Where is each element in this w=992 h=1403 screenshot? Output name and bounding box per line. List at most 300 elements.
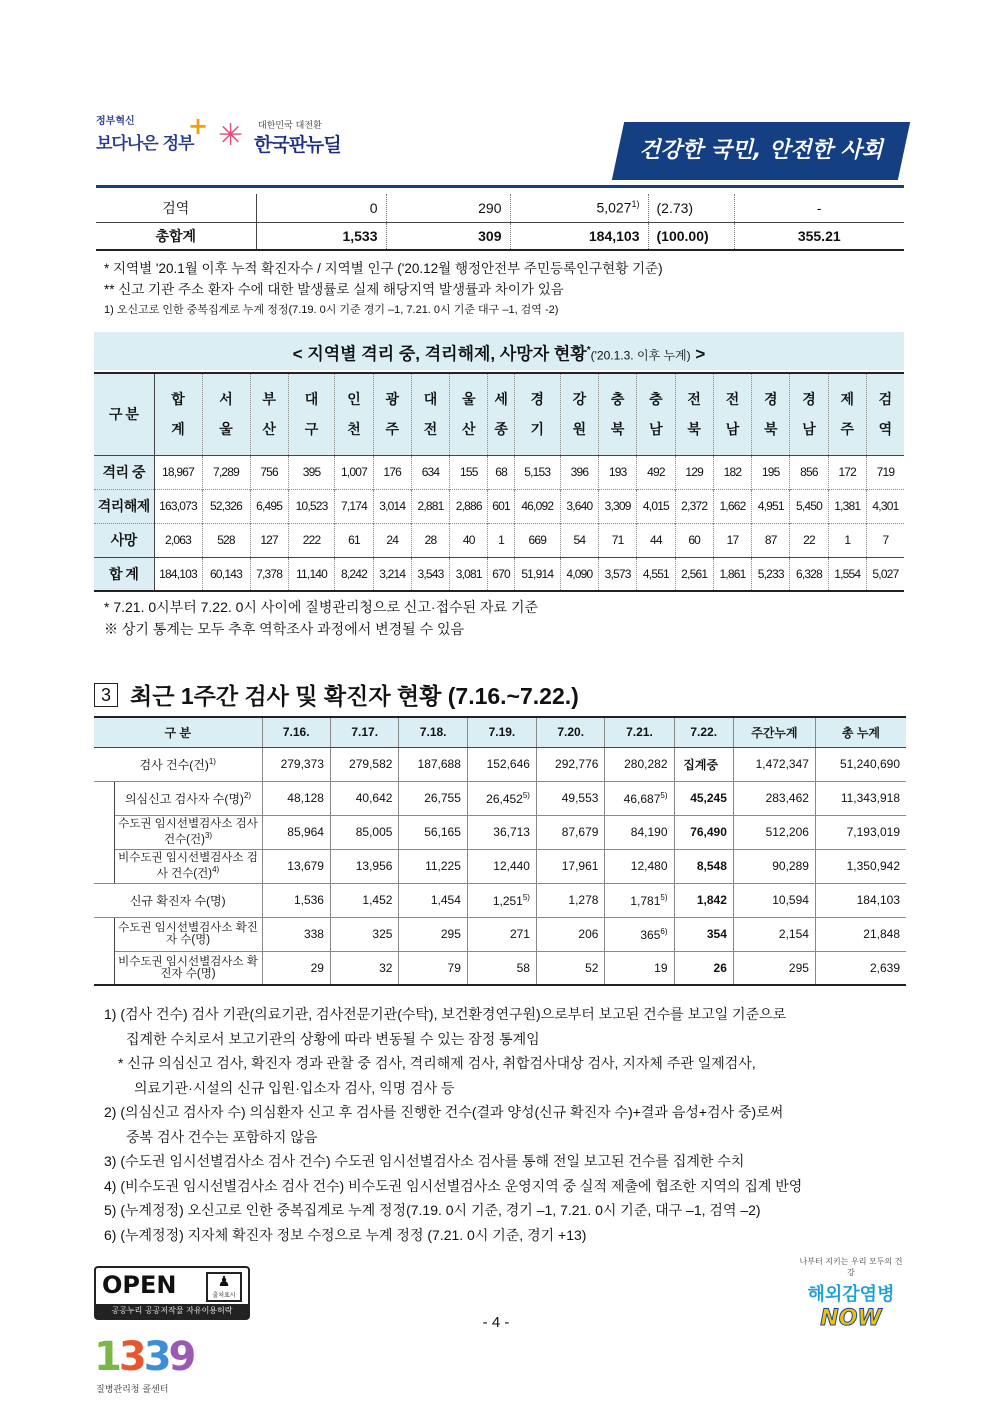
table-cell: 719 (866, 455, 904, 489)
header-char: 남 (725, 421, 740, 438)
weekly-section-heading (94, 678, 579, 712)
column-header (250, 373, 288, 455)
table-cell (399, 815, 467, 849)
header-char: 세 (494, 391, 508, 408)
table-cell (467, 747, 536, 781)
cell-value: 184,103 (856, 893, 900, 907)
table-cell (674, 917, 733, 951)
cell-value: 58 (516, 960, 530, 975)
cell-value: 집계중 (683, 757, 719, 772)
table-cell: 172 (828, 455, 866, 489)
row-label (114, 781, 262, 815)
table-cell (674, 815, 733, 849)
table-cell (330, 747, 398, 781)
indent-cell (94, 781, 114, 815)
kogl-open-badge (94, 1266, 250, 1320)
cell-value: 32 (379, 960, 393, 975)
table-cell: 46,092 (514, 489, 560, 523)
header-char: 구 (304, 421, 319, 438)
cell-value: 87,679 (561, 825, 599, 839)
header-char: 주 (840, 421, 855, 438)
cell-value: 2,154 (778, 927, 809, 941)
row-label: 합 계 (94, 557, 154, 591)
cell-value: 26,755 (424, 791, 461, 805)
header-char: 부 (262, 391, 276, 408)
table-cell: 222 (288, 523, 335, 557)
row-label-text: 검사 건수(건) (139, 757, 209, 772)
table-cell (262, 951, 330, 985)
note-line: 1) (검사 건수) 검사 기관(의료기관, 검사전문기관(수탁), 보건환경연구원)으로부터 보고된 건수를 보고일 기준으로 (104, 1006, 787, 1022)
page-number: - 4 - (482, 1314, 510, 1331)
table-cell (399, 883, 467, 917)
cell-value: 1,452 (362, 893, 393, 907)
cell-value: 1,472,347 (755, 757, 809, 771)
table-cell: 670 (488, 557, 514, 591)
table-cell (399, 951, 467, 985)
table-row (94, 815, 906, 849)
table-cell: 22 (790, 523, 828, 557)
note-line: 2) (의심신고 검사자 수) 의심환자 신고 후 검사를 진행한 건수(결과 양성(신규 확진자 수)+결과 음성+검사 중)로써 (104, 1104, 784, 1120)
table-cell: 5,027 (866, 557, 904, 591)
indent-cell (94, 917, 114, 951)
table-cell: 3,640 (560, 489, 598, 523)
table-cell: 2,881 (411, 489, 449, 523)
table-header-row (94, 373, 904, 455)
cell-value: 1,350,942 (846, 859, 900, 873)
table-cell (815, 747, 906, 781)
cell-value: 26,452 (486, 791, 523, 806)
column-header (202, 373, 250, 455)
table-cell (330, 917, 398, 951)
table-row (94, 849, 906, 883)
column-header (790, 373, 828, 455)
table-cell (815, 917, 906, 951)
table-cell (733, 747, 815, 781)
cell-value: 365 (640, 927, 661, 942)
column-header: 7.20. (536, 717, 604, 747)
table-cell: 28 (411, 523, 449, 557)
row-label-text: 수도권 임시선별검사소 검사 건수(건) (118, 818, 258, 846)
table-row (96, 194, 904, 222)
table-cell (733, 849, 815, 883)
row-footnote: 3) (204, 831, 213, 841)
region-status-title (94, 332, 904, 370)
cell-value: 280,282 (624, 757, 668, 771)
corner-header: 구 분 (94, 373, 154, 455)
column-header (154, 373, 202, 455)
row-label: 격리해제 (94, 489, 154, 523)
table-cell: 68 (488, 455, 514, 489)
table-cell: 6,495 (250, 489, 288, 523)
column-header (599, 373, 637, 455)
logo2-main-text: 한국판뉴딜 (254, 134, 341, 156)
table-row-total (96, 222, 904, 250)
table-cell: 193 (599, 455, 637, 489)
slogan-text: 건강한 국민, 안전한 사회 (639, 138, 883, 163)
table-cell: 129 (675, 455, 713, 489)
note-line: 3) (수도권 임시선별검사소 검사 건수) 수도권 임시선별검사소 검사를 통해 전일 보고된 건수를 집계한 수치 (104, 1153, 745, 1169)
table-cell: 17 (713, 523, 751, 557)
note-line: 집계한 수치로서 보고기관의 상황에 따라 변동될 수 있는 잠정 통계임 (126, 1030, 540, 1047)
header-char: 서 (219, 391, 233, 408)
header-char: 경 (763, 391, 778, 408)
table-cell (815, 781, 906, 815)
table-cell: (100.00) (648, 222, 734, 250)
note-line: 의료기관·시설의 신규 입원·입소자 검사, 익명 검사 등 (134, 1079, 455, 1096)
column-header (373, 373, 411, 455)
row-footnote: 2) (243, 790, 252, 800)
table-cell: 2,372 (675, 489, 713, 523)
cell-value: 49,553 (561, 791, 599, 805)
table-cell: 3,309 (599, 489, 637, 523)
cell-value: 21,848 (863, 927, 900, 941)
table-cell: 856 (790, 455, 828, 489)
table-cell: 182 (713, 455, 751, 489)
header-char: 경 (530, 391, 545, 408)
cell-footnote: 5) (660, 892, 668, 902)
header-char: 북 (763, 421, 778, 438)
overseas-infection-now-logo (796, 1256, 906, 1331)
cell-value: 283,462 (765, 791, 809, 805)
table-cell (815, 815, 906, 849)
table-cell: 3,573 (599, 557, 637, 591)
table-cell: 3,214 (373, 557, 411, 591)
note-line: 6) (누계정정) 지자체 확진자 정보 수정으로 누계 정정 (7.21. 0시 기준, 경기 +13) (104, 1226, 587, 1243)
table-cell (605, 883, 674, 917)
table-cell: 163,073 (154, 489, 202, 523)
call-caption: 질병관리청 콜센터 (96, 1385, 169, 1395)
cell-value: 52 (585, 960, 599, 975)
table-cell: 309 (386, 222, 510, 250)
column-header (637, 373, 675, 455)
table-row (94, 557, 904, 591)
table-cell (330, 781, 398, 815)
table-cell (262, 849, 330, 883)
cell-value: 12,440 (493, 859, 530, 873)
table-cell (467, 917, 536, 951)
header-char: 검 (878, 391, 893, 408)
slogan-banner (612, 122, 910, 180)
table-row (94, 781, 906, 815)
row-label: 격리 중 (94, 455, 154, 489)
column-header (828, 373, 866, 455)
header-char: 역 (878, 421, 893, 438)
table-cell: 18,967 (154, 455, 202, 489)
note-line: * 7.21. 0시부터 7.22. 0시 사이에 질병관리청으로 신고·접수된 자료 기준 (104, 599, 539, 615)
table-cell (605, 917, 674, 951)
column-header (713, 373, 751, 455)
table-cell: 1,662 (713, 489, 751, 523)
table-cell (330, 951, 398, 985)
column-header (488, 373, 514, 455)
table-cell: 2,561 (675, 557, 713, 591)
row-label-text: 신규 확진자 수(명) (129, 893, 226, 908)
row-label (94, 883, 262, 917)
table-cell: 4,551 (637, 557, 675, 591)
table-cell (605, 781, 674, 815)
column-header: 7.18. (399, 717, 467, 747)
table-cell: 87 (752, 523, 790, 557)
table-row (94, 883, 906, 917)
call-number (94, 1334, 204, 1380)
table-cell: 5,450 (790, 489, 828, 523)
header-char: 대 (423, 391, 438, 408)
table-cell (399, 781, 467, 815)
cell-value: 13,679 (287, 859, 324, 873)
cell-value: 26 (713, 960, 727, 975)
cell-value: 51,240,690 (839, 757, 900, 771)
cell-value: 295 (440, 927, 461, 941)
column-header: 7.16. (262, 717, 330, 747)
column-header: 7.19. (467, 717, 536, 747)
cell-value: 295 (788, 960, 809, 975)
cell-value: 512,206 (765, 825, 809, 839)
table-cell (674, 951, 733, 985)
digit: 1 (94, 1334, 119, 1380)
title-end: > (695, 344, 706, 364)
table-cell: 3,081 (450, 557, 488, 591)
table-cell: 601 (488, 489, 514, 523)
cell-footnote: 5) (522, 790, 530, 800)
cell-value: 292,776 (555, 757, 599, 771)
cell-value: 338 (303, 927, 324, 941)
header-char: 전 (423, 421, 438, 438)
cell-value: 271 (509, 927, 530, 941)
table-cell: 1,533 (256, 222, 386, 250)
weekly-notes (104, 1002, 904, 1247)
cell-value: 46,687 (623, 791, 661, 806)
table-cell: 176 (373, 455, 411, 489)
weekly-table-body (94, 747, 906, 985)
table-cell: 1,861 (713, 557, 751, 591)
table-cell: 24 (373, 523, 411, 557)
digit: 3 (143, 1334, 169, 1380)
column-header (335, 373, 373, 455)
header-char: 기 (530, 421, 545, 438)
spark-icon: ✳ (218, 118, 244, 153)
header-char: 전 (725, 391, 740, 408)
table-row (94, 747, 906, 781)
header-char: 충 (610, 391, 625, 408)
page-header (96, 108, 904, 180)
table-cell: 395 (288, 455, 335, 489)
table-cell: 8,242 (335, 557, 373, 591)
table-cell: 51,914 (514, 557, 560, 591)
cell-value: 10,594 (772, 893, 809, 907)
cell-value: 1,781 (630, 893, 661, 908)
table-cell (467, 883, 536, 917)
table-cell (467, 781, 536, 815)
table-cell (674, 781, 733, 815)
column-header: 7.21. (605, 717, 674, 747)
row-footnote: 1) (208, 756, 216, 766)
table-cell (815, 951, 906, 985)
header-char: 울 (462, 391, 476, 408)
table-cell: 155 (450, 455, 488, 489)
column-header (866, 373, 904, 455)
table-cell: 54 (560, 523, 598, 557)
section-number: 3 (94, 683, 118, 707)
table-cell: 184,103 (510, 222, 648, 250)
table-row (94, 455, 904, 489)
cell-value: 1,536 (293, 893, 324, 907)
travel-title: 해외감염병 (807, 1284, 895, 1305)
header-char: 합 (171, 391, 185, 408)
header-char: 천 (347, 421, 361, 438)
cell-value: 84,190 (630, 825, 668, 839)
cell-value: 45,245 (690, 791, 727, 805)
table-cell: 2,886 (450, 489, 488, 523)
column-header: 7.22. (674, 717, 733, 747)
weekly-test-table (94, 716, 906, 986)
table-cell: 4,951 (752, 489, 790, 523)
table-cell: 4,301 (866, 489, 904, 523)
cell-value: 325 (372, 927, 393, 941)
table-cell (262, 815, 330, 849)
table-cell: 60,143 (202, 557, 250, 591)
table-cell: 0 (256, 194, 386, 222)
table-cell: 3,014 (373, 489, 411, 523)
table-cell: 5,233 (752, 557, 790, 591)
table-cell: 1,007 (335, 455, 373, 489)
row-label: 총합계 (96, 222, 256, 250)
section-title: 최근 1주간 검사 및 확진자 현황 (7.16.~7.22.) (130, 683, 579, 709)
header-char: 남 (802, 421, 816, 438)
table-cell: 60 (675, 523, 713, 557)
table-cell (399, 917, 467, 951)
cell-value: 19 (654, 960, 668, 975)
header-char: 광 (385, 391, 399, 408)
cell-value: 1,278 (568, 893, 599, 907)
digit: 3 (118, 1334, 144, 1380)
table-cell (399, 747, 467, 781)
table-cell: 52,326 (202, 489, 250, 523)
open-text: OPEN (102, 1271, 177, 1299)
cell-value: 7,193,019 (846, 825, 900, 839)
header-char: 산 (262, 421, 276, 438)
title-period: ('20.1.3. 이후 누계) (590, 348, 691, 363)
table-cell (733, 917, 815, 951)
header-char: 경 (802, 391, 816, 408)
table-cell: 127 (250, 523, 288, 557)
table-cell: 61 (335, 523, 373, 557)
column-header (288, 373, 335, 455)
cell-footnote: 5) (522, 892, 530, 902)
table-cell: 492 (637, 455, 675, 489)
table-cell: 2,063 (154, 523, 202, 557)
table-cell (536, 883, 604, 917)
cell-value: 85,005 (355, 825, 393, 839)
cell-value: 279,582 (349, 757, 393, 771)
cell-value: 1,454 (430, 893, 461, 907)
title-footnote: * (586, 345, 591, 356)
header-char: 산 (462, 421, 476, 438)
table-cell (262, 883, 330, 917)
header-char: 남 (649, 421, 663, 438)
row-label-text: 의심신고 검사자 수(명) (124, 791, 244, 806)
column-header: 총 누계 (815, 717, 906, 747)
region-notes (104, 596, 538, 640)
header-char: 전 (687, 391, 701, 408)
row-label (114, 951, 262, 985)
cell-value: 187,688 (417, 757, 461, 771)
note-line: 중복 검사 건수는 포함하지 않음 (126, 1128, 318, 1145)
incidence-notes (104, 258, 904, 321)
table-cell: (2.73) (648, 194, 734, 222)
table-cell (605, 849, 674, 883)
table-cell: 7,289 (202, 455, 250, 489)
table-cell: 756 (250, 455, 288, 489)
table-cell: 44 (637, 523, 675, 557)
table-cell: 634 (411, 455, 449, 489)
cell-value: 79 (447, 960, 461, 975)
logo2-small-text: 대한민국 대전환 (258, 121, 322, 131)
table-cell (674, 883, 733, 917)
table-cell (674, 849, 733, 883)
table-cell (674, 747, 733, 781)
cell-value: 354 (706, 927, 727, 941)
open-strip: 공공누리 공공저작물 자유이용허락 (96, 1304, 248, 1318)
table-cell: 1 (828, 523, 866, 557)
digit: 9 (168, 1334, 194, 1380)
logo1-small-text: 정부혁신 (96, 116, 135, 127)
cell-value: 2,639 (869, 960, 900, 975)
table-cell: 1,554 (828, 557, 866, 591)
row-label: 검역 (96, 194, 256, 222)
attribution-icon: ♟ 출처표시 (206, 1272, 242, 1302)
note-line: 5) (누계정정) 오신고로 인한 중복집계로 누계 정정(7.19. 0시 기준, 경기 –1, 7.21. 0시 기준, 대구 –1, 검역 –2) (104, 1202, 761, 1218)
table-cell (733, 781, 815, 815)
table-row (94, 917, 906, 951)
row-label (114, 849, 262, 883)
indent-cell (94, 815, 114, 849)
table-cell: 1 (488, 523, 514, 557)
table-cell: 6,328 (790, 557, 828, 591)
regional-incidence-table-tail (96, 194, 904, 251)
table-cell (262, 917, 330, 951)
note-line: * 신규 의심신고 검사, 확진자 경과 관찰 중 검사, 격리해제 검사, 취합검사대상 검사, 지자체 주관 일제검사, (118, 1055, 756, 1071)
cell-value: 1,842 (696, 893, 727, 907)
cell-value: 1,251 (492, 893, 523, 908)
row-label (114, 815, 262, 849)
travel-now: NOW (820, 1306, 882, 1331)
logo1-main-text: 보다나은 정부 (96, 134, 194, 154)
region-table-body (94, 455, 904, 591)
table-cell (467, 815, 536, 849)
cell-value: 279,373 (280, 757, 324, 771)
cell-value: 56,165 (424, 825, 461, 839)
row-label-text: 비수도권 임시선별검사소 확진자 수(명) (118, 955, 258, 980)
cell-value: 5,027 (596, 200, 632, 217)
cell-value: 152,646 (486, 757, 530, 771)
row-label-text: 수도권 임시선별검사소 확진자 수(명) (118, 922, 258, 946)
header-char: 인 (347, 391, 361, 408)
table-row (94, 523, 904, 557)
note-line: * 지역별 '20.1월 이후 누적 확진자수 / 지역별 인구 ('20.12월 행정안전부 주민등록인구현황 기준) (104, 261, 663, 276)
header-char: 계 (171, 421, 185, 438)
table-cell: - (734, 194, 904, 222)
cell-value: 11,343,918 (840, 791, 900, 805)
table-cell (733, 951, 815, 985)
header-char: 제 (840, 391, 855, 408)
column-header (450, 373, 488, 455)
table-cell (536, 849, 604, 883)
table-cell (605, 747, 674, 781)
table-cell (536, 917, 604, 951)
table-cell: 669 (514, 523, 560, 557)
table-cell: 195 (752, 455, 790, 489)
header-char: 울 (219, 421, 233, 438)
